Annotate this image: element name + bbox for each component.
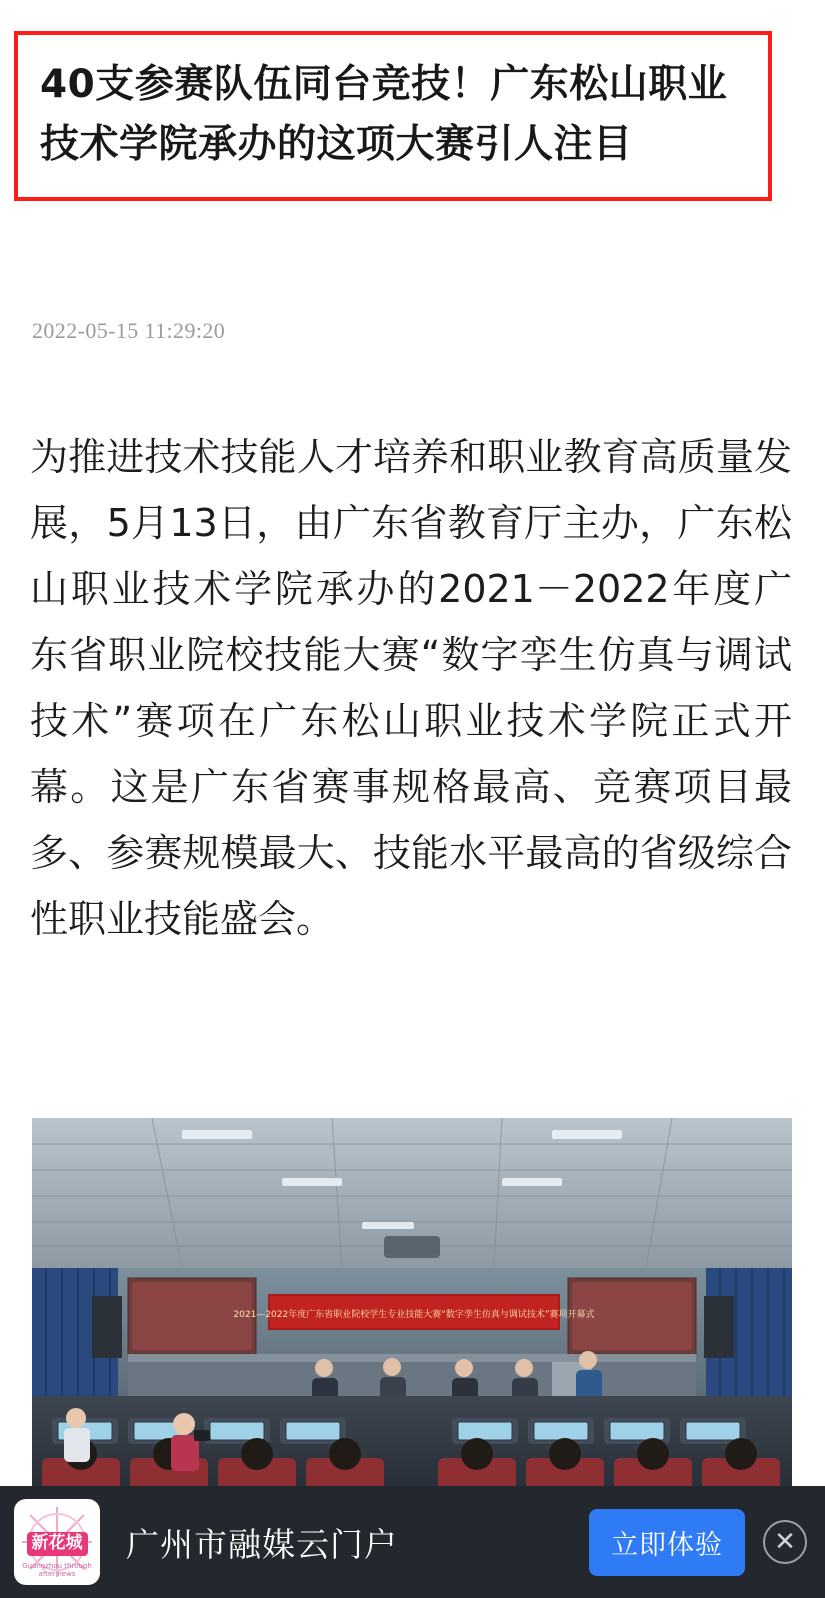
- bottom-ad-banner[interactable]: [0, 1486, 825, 1598]
- ceremony-hall-photo: [32, 1118, 792, 1546]
- ad-app-logo: [14, 1499, 100, 1585]
- close-icon[interactable]: ✕: [763, 1520, 807, 1564]
- page-title: 40支参赛队伍同台竞技！广东松山职业技术学院承办的这项大赛引人注目: [40, 62, 728, 167]
- title-highlight-box: [14, 31, 772, 201]
- article-photo: [32, 1118, 792, 1546]
- ad-title-text: 广州市融媒云门户: [126, 1524, 398, 1564]
- ad-logo-subtitle: Guangzhou through after news: [22, 1562, 92, 1578]
- publish-timestamp: 2022-05-15 11:29:20: [32, 318, 226, 343]
- article-paragraph: 为推进技术技能人才培养和职业教育高质量发展，5月13日，由广东省教育厅主办，广东松山职业技术学院承办的2021－2022年度广东省职业院校技能大赛“数字孪生仿真与调试技术”赛项在广东松山职业技术学院正式开幕。这是广东省赛事规格最高、竞赛项目最多、参赛规模最大、技能水平最高的省级综合性职业技能盛会。: [30, 435, 792, 941]
- ad-logo-badge: 新花城: [27, 1532, 88, 1556]
- article-body: [30, 424, 792, 952]
- ad-cta-button[interactable]: 立即体验: [589, 1509, 745, 1576]
- svg-text:2021—2022年度广东省职业院校学生专业技能大赛“数字孪: 2021—2022年度广东省职业院校学生专业技能大赛“数字孪生仿真与调试技术”赛项开幕式: [233, 1310, 595, 1320]
